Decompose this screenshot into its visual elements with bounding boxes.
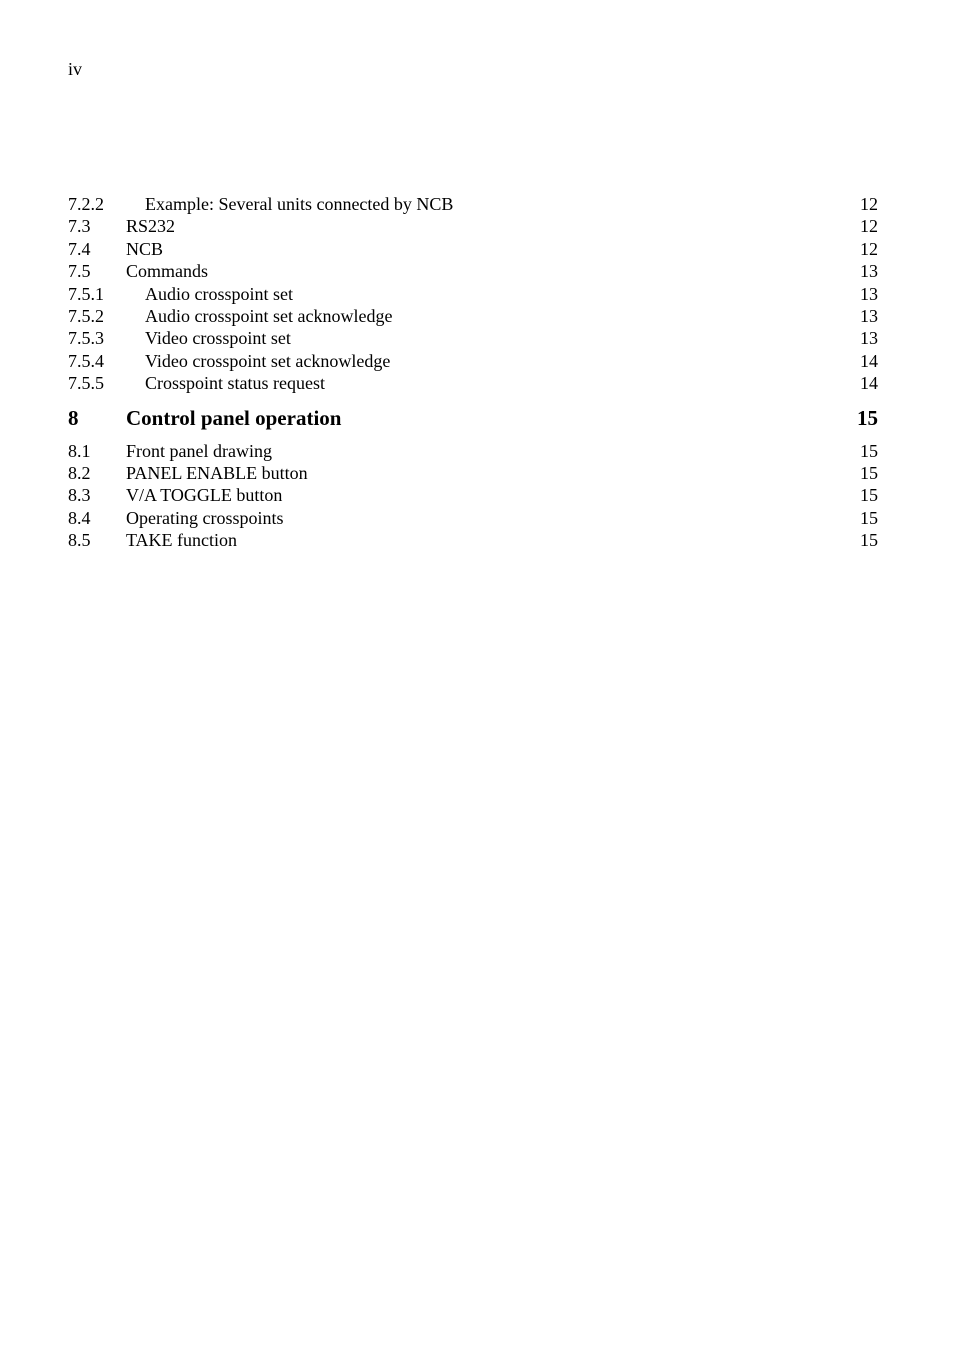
toc-entry-number: 7.5.4 — [68, 350, 104, 371]
toc-entry-7-3[interactable] — [68, 215, 878, 237]
toc-entry-title: Video crosspoint set acknowledge — [145, 350, 391, 371]
toc-entry-title: Video crosspoint set — [145, 328, 291, 349]
toc-entry-7-5-4[interactable] — [68, 350, 878, 372]
toc-entry-title: PANEL ENABLE button — [126, 462, 308, 483]
toc-entry-page: 14 — [860, 350, 878, 371]
toc-entry-number: 7.3 — [68, 216, 91, 237]
toc-entry-page: 15 — [860, 530, 878, 551]
toc-entry-8-1[interactable] — [68, 440, 878, 462]
toc-entry-number: 8.5 — [68, 530, 91, 551]
toc-entry-page: 13 — [860, 261, 878, 282]
toc-entry-page: 13 — [860, 283, 878, 304]
toc-entry-8-5[interactable] — [68, 529, 878, 551]
toc-chapter-number: 8 — [68, 405, 79, 430]
toc-entry-title: Crosspoint status request — [145, 373, 325, 394]
toc-entry-title: Audio crosspoint set acknowledge — [145, 305, 393, 326]
toc-entry-title: NCB — [126, 238, 164, 259]
toc-entry-8-4[interactable] — [68, 507, 878, 529]
toc-chapter-8[interactable] — [68, 407, 878, 429]
toc-entry-number: 7.5.5 — [68, 373, 104, 394]
toc-entry-number: 7.5.1 — [68, 283, 104, 304]
toc-entry-page: 12 — [860, 238, 878, 259]
toc-entry-page: 13 — [860, 305, 878, 326]
toc-entry-7-5-2[interactable] — [68, 305, 878, 327]
toc-entry-number: 8.1 — [68, 440, 91, 461]
toc-entry-page: 12 — [860, 216, 878, 237]
toc-entry-8-2[interactable] — [68, 462, 878, 484]
toc-entry-7-5-1[interactable] — [68, 283, 878, 305]
toc-entry-title: V/A TOGGLE button — [126, 485, 283, 506]
toc-entry-number: 7.4 — [68, 238, 91, 259]
toc-chapter-title: Control panel operation — [126, 405, 342, 430]
toc-entry-title: Commands — [126, 261, 209, 282]
toc-entry-7-5-3[interactable] — [68, 327, 878, 349]
toc-entry-page: 13 — [860, 328, 878, 349]
toc-entry-page: 15 — [860, 485, 878, 506]
toc-entry-title: RS232 — [126, 216, 176, 237]
toc-entry-title: Example: Several units connected by NCB — [145, 194, 454, 214]
toc-entry-7-5[interactable] — [68, 260, 878, 282]
toc-entry-7-2-2[interactable] — [68, 193, 878, 215]
toc-entry-page: 14 — [860, 373, 878, 394]
toc-entry-number: 7.5.3 — [68, 328, 104, 349]
toc-entry-number: 7.5 — [68, 261, 91, 282]
toc-entry-number: 8.2 — [68, 462, 91, 483]
toc-entry-8-3[interactable] — [68, 484, 878, 506]
toc-entry-title: Audio crosspoint set — [145, 283, 293, 304]
toc-entry-number: 7.5.2 — [68, 305, 104, 326]
table-of-contents — [68, 193, 878, 551]
toc-entry-page: 12 — [860, 194, 878, 214]
toc-entry-7-4[interactable] — [68, 238, 878, 260]
toc-entry-page: 15 — [860, 462, 878, 483]
toc-chapter-page: 15 — [857, 405, 878, 430]
toc-entry-number: 8.3 — [68, 485, 91, 506]
toc-entry-7-5-5[interactable] — [68, 372, 878, 394]
toc-entry-page: 15 — [860, 507, 878, 528]
toc-entry-title: TAKE function — [126, 530, 238, 551]
toc-entry-number: 7.2.2 — [68, 194, 104, 214]
page-number: iv — [68, 59, 83, 79]
toc-entry-page: 15 — [860, 440, 878, 461]
toc-entry-title: Operating crosspoints — [126, 507, 284, 528]
toc-entry-title: Front panel drawing — [126, 440, 272, 461]
toc-entry-number: 8.4 — [68, 507, 91, 528]
